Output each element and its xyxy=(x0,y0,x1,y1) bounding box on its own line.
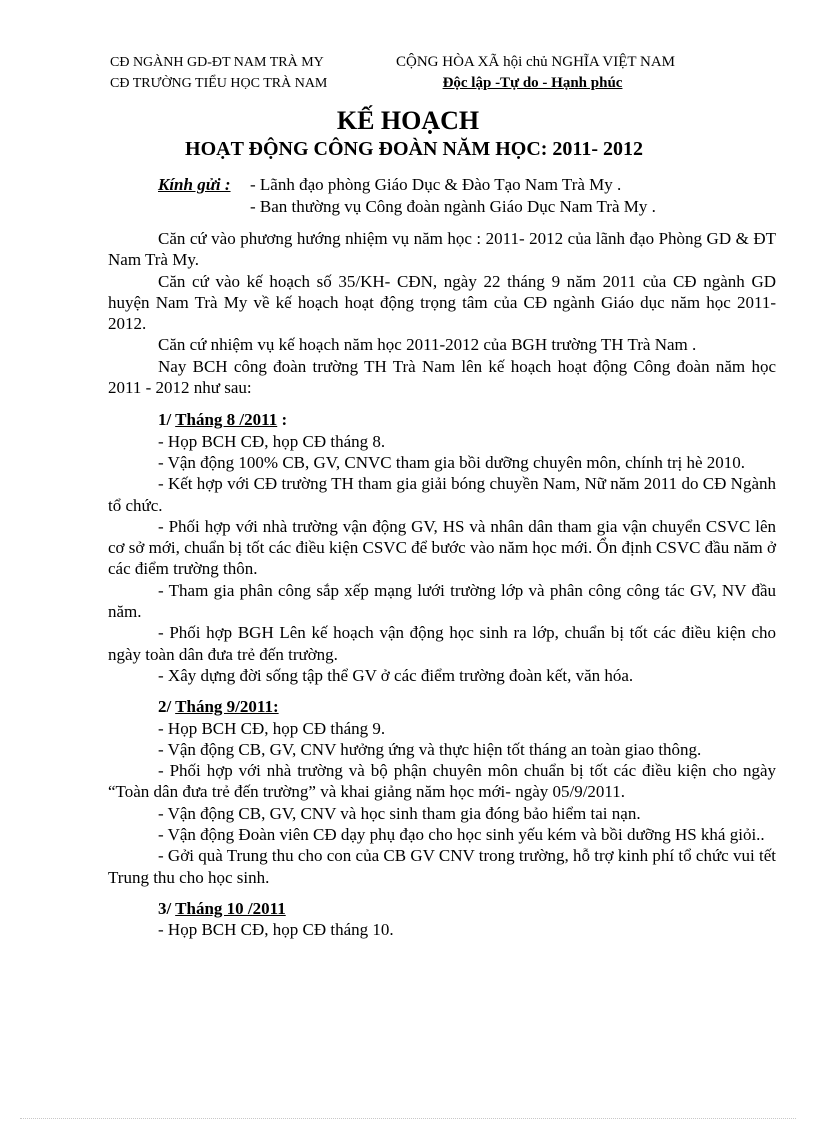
list-item: - Vận động 100% CB, GV, CNVC tham gia bồi dưỡng chuyên môn, chính trị hè 2010. xyxy=(158,452,746,472)
section-suffix: : xyxy=(277,410,288,430)
list-item: - Xây dựng đời sống tập thể GV ở các điểm trường đoàn kết, văn hóa. xyxy=(158,665,634,685)
intro-paragraph: Căn cứ vào kế hoạch số 35/KH- CĐN, ngày 22 tháng 9 năm 2011 của CĐ ngành GD huyện Nam Trà My về kế hoạch hoạt động trọng tâm của CĐ ngành Giáo dục năm học 2011- 2012. xyxy=(108,271,776,334)
section-number: 3/ xyxy=(158,898,176,918)
national-header xyxy=(396,52,675,94)
organization-header xyxy=(110,52,327,94)
list-item: - Họp BCH CĐ, họp CĐ tháng 9. xyxy=(158,718,386,738)
document-body xyxy=(108,228,776,941)
document-subtitle: HOẠT ĐỘNG CÔNG ĐOÀN NĂM HỌC: 2011- 2012 xyxy=(185,138,643,160)
intro-paragraph: Căn cứ nhiệm vụ kế hoạch năm học 2011-2012 của BGH trường TH Trà Nam . xyxy=(158,335,697,355)
list-item: - Phối hợp BGH Lên kế hoạch vận động học sinh ra lớp, chuẩn bị tốt các điều kiện cho ngày toàn dân đưa trẻ đến trường. xyxy=(108,623,776,664)
list-item: - Kết hợp với CĐ trường TH tham gia giải bóng chuyền Nam, Nữ năm 2011 do CĐ Ngành tổ chức. xyxy=(108,474,776,515)
section-heading xyxy=(108,696,776,717)
recipient-line: - Ban thường vụ Công đoàn ngành Giáo Dục Nam Trà My . xyxy=(250,197,656,216)
national-motto: Độc lập -Tự do - Hạnh phúc xyxy=(442,75,623,91)
national-title: CỘNG HÒA XÃ hội chủ NGHĨA VIỆT NAM xyxy=(396,54,676,70)
section-heading xyxy=(108,409,776,430)
list-item: - Vận động CB, GV, CNV hưởng ứng và thực hiện tốt tháng an toàn giao thông. xyxy=(158,739,702,759)
intro-paragraph: Căn cứ vào phương hướng nhiệm vụ năm học : 2011- 2012 của lãnh đạo Phòng GD & ĐT Nam Trà My. xyxy=(108,229,776,270)
union-name: CĐ NGÀNH GD-ĐT NAM TRÀ MY xyxy=(110,55,324,70)
section-month: Tháng 10 /2011 xyxy=(175,898,286,918)
list-item: - Phối hợp với nhà trường vận động GV, HS và nhân dân tham gia vận chuyển CSVC lên cơ sở mới, chuẩn bị tốt các điều kiện CSVC để bước vào năm học mới. Ổn định CSVC đầu năm ở các điểm trường thôn. xyxy=(108,516,776,579)
document-title: KẾ HOẠCH xyxy=(336,106,480,135)
section-heading xyxy=(108,898,776,919)
list-item: - Gởi quà Trung thu cho con của CB GV CNV trong trường, hỗ trợ kinh phí tổ chức vui tết Trung thu cho học sinh. xyxy=(108,846,776,887)
section-month: Tháng 9/2011: xyxy=(175,697,279,717)
section-number: 2/ xyxy=(158,697,176,717)
intro-paragraph: Nay BCH công đoàn trường TH Trà Nam lên kế hoạch hoạt động Công đoàn năm học 2011 - 2012 như sau: xyxy=(108,356,776,398)
list-item: - Họp BCH CĐ, họp CĐ tháng 8. xyxy=(158,431,386,451)
recipients-label: Kính gửi : xyxy=(158,175,231,194)
list-item: - Vận động Đoàn viên CĐ dạy phụ đạo cho học sinh yếu kém và bồi dưỡng HS khá giỏi.. xyxy=(158,825,765,845)
section-month: Tháng 8 /2011 xyxy=(175,410,278,430)
school-union-name: CĐ TRƯỜNG TIỂU HỌC TRÀ NAM xyxy=(110,76,328,91)
list-item: - Tham gia phân công sắp xếp mạng lưới trường lớp và phân công công tác GV, NV đầu năm. xyxy=(108,580,776,622)
recipients-block xyxy=(158,174,656,218)
section-number: 1/ xyxy=(158,410,176,430)
list-item: - Họp BCH CĐ, họp CĐ tháng 10. xyxy=(158,920,394,940)
list-item: - Vận động CB, GV, CNV và học sinh tham gia đóng bảo hiểm tai nạn. xyxy=(158,803,641,823)
page-bottom-divider xyxy=(20,1118,796,1119)
recipient-line: - Lãnh đạo phòng Giáo Dục & Đào Tạo Nam Trà My . xyxy=(250,175,622,194)
list-item: - Phối hợp với nhà trường và bộ phận chuyên môn chuẩn bị tốt các điều kiện cho ngày “Toàn dân đưa trẻ đến trường” và khai giảng năm học mới- ngày 05/9/2011. xyxy=(108,761,776,802)
